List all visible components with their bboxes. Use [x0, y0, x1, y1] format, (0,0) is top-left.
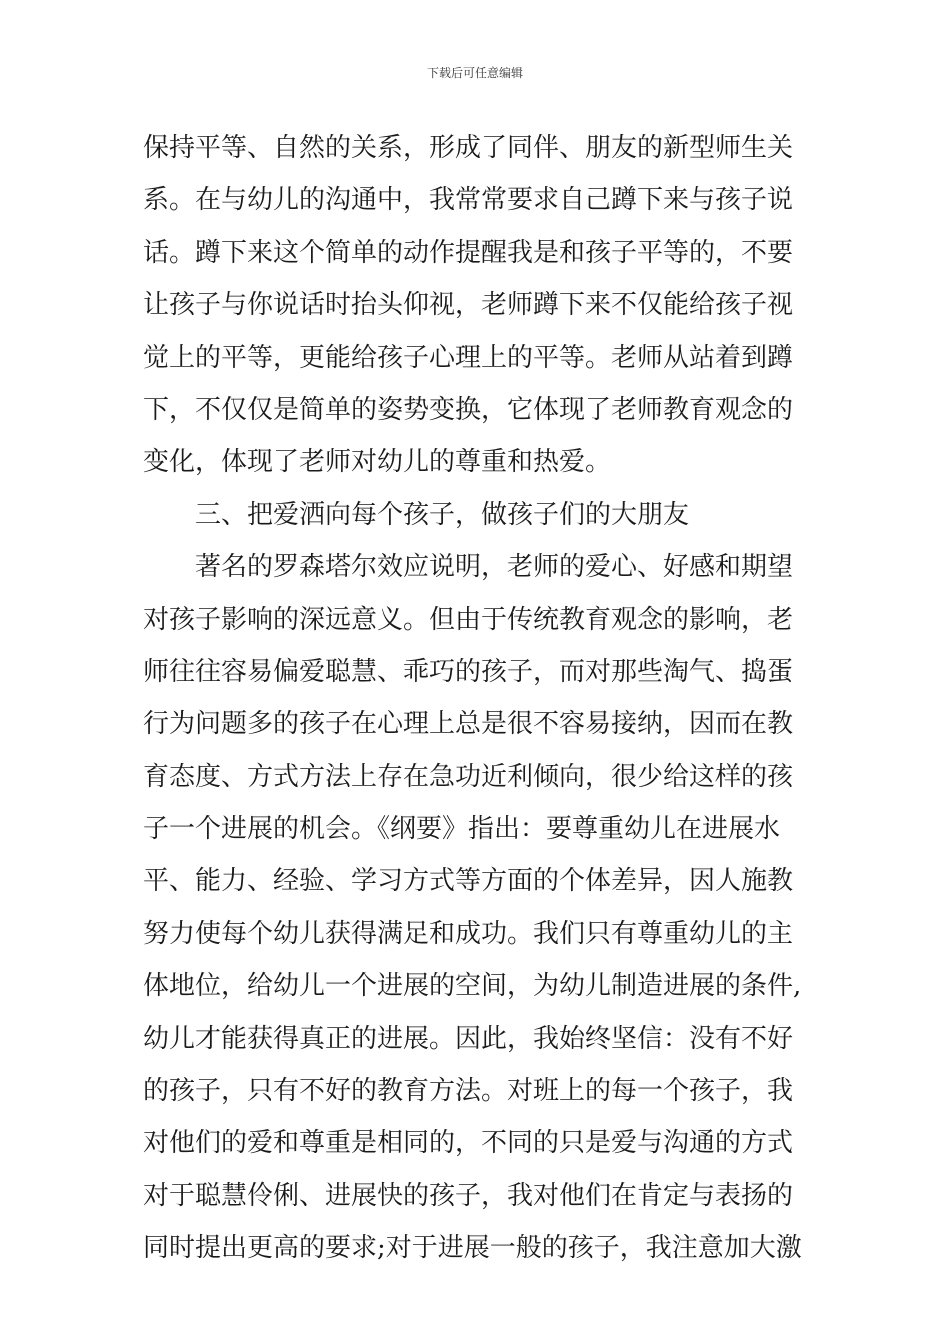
text-line: 保持平等、自然的关系，形成了同伴、朋友的新型师生关 [143, 133, 794, 163]
text-line: 努力使每个幼儿获得满足和成功。我们只有尊重幼儿的主 [143, 918, 794, 949]
text-line: 下，不仅仅是简单的姿势变换，它体现了老师教育观念的 [143, 394, 794, 425]
text-line: 让孩子与你说话时抬头仰视，老师蹲下来不仅能给孩子视 [143, 290, 794, 321]
text-line: 对他们的爱和尊重是相同的，不同的只是爱与沟通的方式 [143, 1128, 794, 1159]
text-line: 对于聪慧伶俐、进展快的孩子，我对他们在肯定与表扬的 [143, 1180, 794, 1211]
text-line: 的孩子，只有不好的教育方法。对班上的每一个孩子，我 [143, 1076, 794, 1107]
text-line: 平、能力、经验、学习方式等方面的个体差异，因人施教 [143, 866, 794, 897]
text-line: 对孩子影响的深远意义。但由于传统教育观念的影响，老 [143, 604, 794, 635]
page-header: 下载后可任意编辑 [426, 66, 523, 80]
text-line: 育态度、方式方法上存在急功近利倾向，很少给这样的孩 [143, 761, 794, 792]
paragraph-first-line: 著名的罗森塔尔效应说明，老师的爱心、好感和期望 [195, 552, 794, 583]
text-line: 子一个进展的机会。《纲要》指出：要尊重幼儿在进展水 [143, 814, 781, 845]
document-body [143, 122, 808, 1275]
text-line: 体地位，给幼儿一个进展的空间，为幼儿制造进展的条件, [143, 971, 802, 1002]
text-line: 幼儿才能获得真正的进展。因此，我始终坚信：没有不好 [143, 1023, 794, 1054]
text-line: 同时提出更高的要求;对于进展一般的孩子，我注意加大激 [143, 1233, 802, 1264]
text-line: 行为问题多的孩子在心理上总是很不容易接纳，因而在教 [143, 709, 794, 740]
text-line: 话。蹲下来这个简单的动作提醒我是和孩子平等的，不要 [143, 237, 794, 268]
section-heading: 三、把爱洒向每个孩子，做孩子们的大朋友 [195, 499, 690, 530]
text-line: 师往往容易偏爱聪慧、乖巧的孩子，而对那些淘气、捣蛋 [143, 656, 794, 687]
text-line: 系。在与幼儿的沟通中，我常常要求自己蹲下来与孩子说 [143, 185, 794, 216]
text-line: 变化，体现了老师对幼儿的尊重和热爱。 [143, 447, 612, 478]
text-line: 觉上的平等，更能给孩子心理上的平等。老师从站着到蹲 [143, 342, 794, 373]
